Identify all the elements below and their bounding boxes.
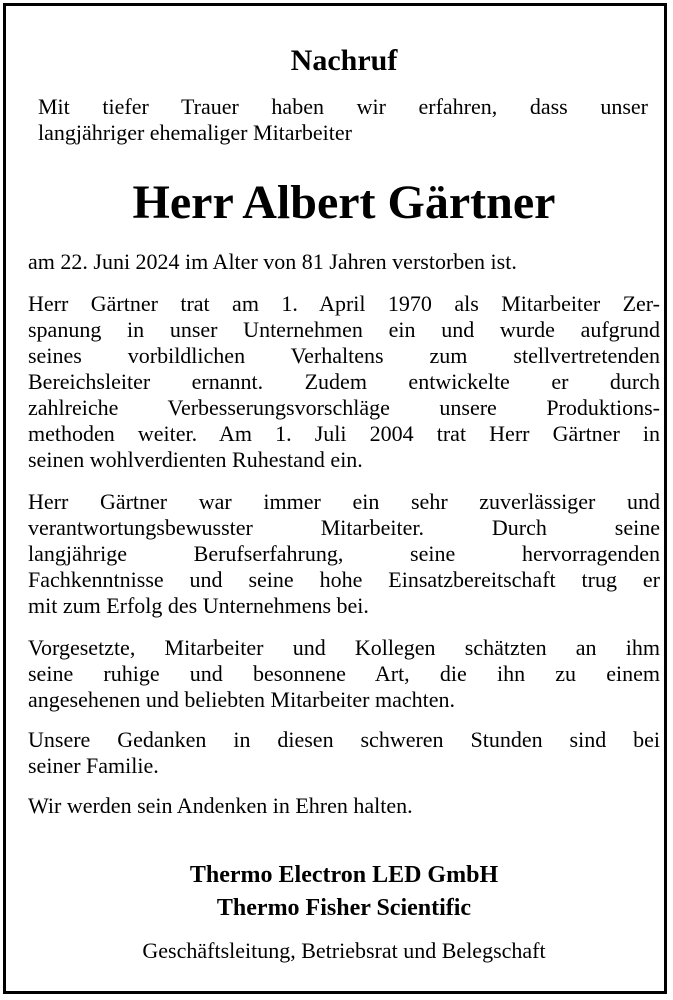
text-line: mit zum Erfolg des Unternehmens bei. — [28, 593, 369, 618]
notice-title: Nachruf — [290, 44, 398, 77]
paragraph-remembrance: Wir werden sein Andenken in Ehren halten. — [28, 793, 413, 818]
text-line: Unsere Gedanken in diesen schweren Stunden sind bei — [28, 727, 660, 752]
intro-line: langjähriger ehemaliger Mitarbeiter — [38, 120, 352, 145]
text-line: seinen wohlverdienten Ruhestand ein. — [28, 447, 363, 472]
obituary-notice-frame — [3, 3, 667, 994]
signatories: Geschäftsleitung, Betriebsrat und Belegschaft — [142, 938, 546, 963]
text-line: seine ruhige und besonnene Art, die ihn zu einem — [28, 661, 660, 686]
paragraph-character — [28, 489, 660, 619]
text-line: methoden weiter. Am 1. Juli 2004 trat Herr Gärtner in — [28, 421, 660, 446]
text-line: Bereichsleiter ernannt. Zudem entwickelte er durch — [28, 369, 660, 394]
text-line: angesehenen und beliebten Mitarbeiter machten. — [28, 687, 455, 712]
text-line: seines vorbildlichen Verhaltens zum stellvertretenden — [28, 343, 660, 368]
text-line: verantwortungsbewusster Mitarbeiter. Durch seine — [28, 515, 660, 540]
text-line: Herr Gärtner trat am 1. April 1970 als Mitarbeiter Zer- — [28, 291, 660, 316]
paragraph-family — [28, 727, 660, 779]
text-line: Fachkenntnisse und seine hohe Einsatzbereitschaft trug er — [28, 567, 660, 592]
text-line: Herr Gärtner war immer ein sehr zuverlässiger und — [28, 489, 660, 514]
paragraph-colleagues — [28, 635, 660, 713]
text-line: Vorgesetzte, Mitarbeiter und Kollegen schätzten an ihm — [28, 635, 660, 660]
company-name-secondary: Thermo Fisher Scientific — [216, 895, 472, 921]
intro-line: Mit tiefer Trauer haben wir erfahren, dass unser — [38, 94, 648, 119]
text-line: seiner Familie. — [28, 753, 159, 778]
paragraph-career — [28, 291, 660, 473]
death-date-line: am 22. Juni 2024 im Alter von 81 Jahren verstorben ist. — [28, 249, 517, 274]
text-line: zahlreiche Verbesserungsvorschläge unsere Produktions- — [28, 395, 660, 420]
intro-text — [38, 94, 648, 146]
company-name-primary: Thermo Electron LED GmbH — [189, 862, 499, 888]
text-line: spanung in unser Unternehmen ein und wurde aufgrund — [28, 317, 660, 342]
text-line: langjährige Berufserfahrung, seine hervorragenden — [28, 541, 660, 566]
deceased-name: Herr Albert Gärtner — [132, 176, 556, 229]
